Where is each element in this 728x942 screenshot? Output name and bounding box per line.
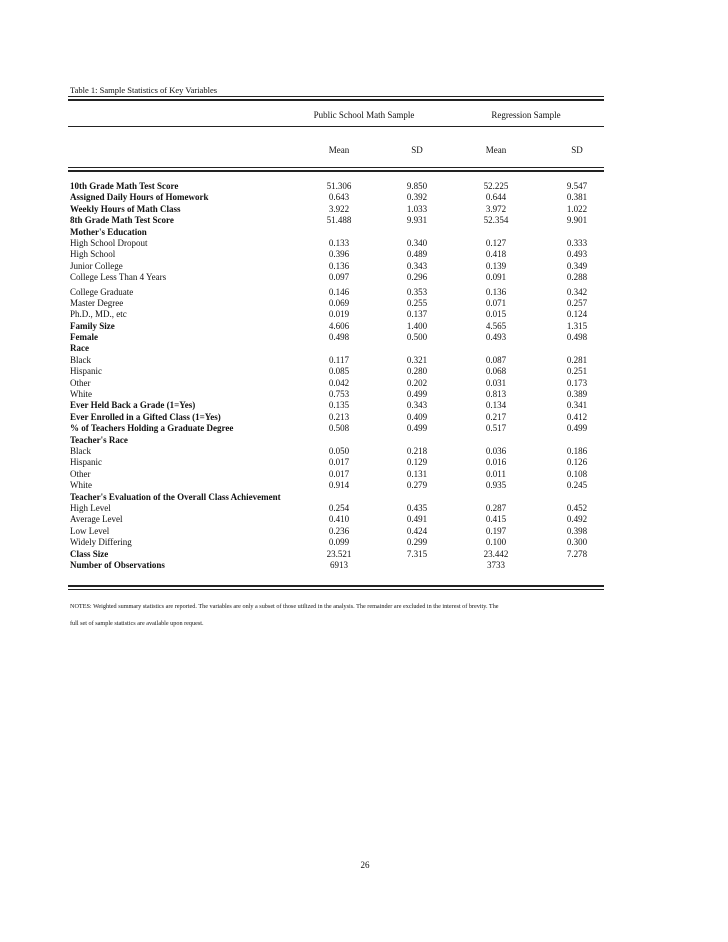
cell-sd-public: 0.435: [406, 502, 428, 513]
cell-mean-regression: 0.813: [485, 389, 507, 400]
cell-sd-regression: 0.498: [566, 332, 588, 343]
cell-sd-public: 0.321: [406, 354, 428, 365]
cell-mean-regression: 52.225: [483, 181, 509, 191]
table-row: [70, 480, 604, 491]
cell-sd-regression: 0.257: [566, 297, 588, 308]
row-label: Teacher's Race: [70, 434, 128, 445]
table-row: [70, 181, 604, 192]
cell-sd-public: 7.315: [406, 548, 428, 559]
cell-mean-regression: 0.071: [485, 297, 507, 308]
cell-mean-public: 0.643: [328, 192, 350, 203]
cell-mean-regression: 0.091: [485, 272, 507, 283]
row-label: Master Degree: [70, 297, 124, 308]
cell-mean-public: 0.097: [328, 272, 350, 283]
row-label: Low Level: [70, 525, 110, 536]
cell-sd-regression: 0.398: [566, 525, 588, 536]
cell-mean-regression: 0.139: [485, 260, 507, 271]
table-row: [70, 355, 604, 366]
cell-sd-public: 0.299: [406, 537, 428, 548]
cell-mean-regression: 0.287: [485, 502, 507, 513]
cell-sd-regression: 0.108: [566, 468, 588, 479]
table-notes: [70, 598, 610, 632]
row-label: High School: [70, 249, 116, 260]
table-row: [70, 272, 604, 283]
cell-sd-public: 0.343: [406, 260, 428, 271]
table-body: [70, 181, 604, 571]
cell-sd-public: 0.279: [406, 480, 428, 491]
cell-mean-public: 51.488: [326, 215, 352, 226]
table-row: [70, 366, 604, 377]
table-row: [70, 526, 604, 537]
cell-mean-regression: 0.016: [485, 457, 507, 468]
cell-mean-public: 0.099: [328, 537, 350, 548]
row-label: High School Dropout: [70, 237, 148, 248]
cell-mean-regression: 0.100: [485, 537, 507, 548]
cell-mean-public: 0.136: [328, 260, 350, 271]
row-label: College Less Than 4 Years: [70, 272, 167, 283]
cell-mean-public: 3.922: [328, 203, 350, 214]
cell-mean-public: 0.085: [328, 366, 350, 377]
cell-mean-regression: 0.015: [485, 309, 507, 320]
table-row: [70, 549, 604, 560]
group-header-public: Public School Math Sample: [313, 110, 415, 120]
table-row: [70, 423, 604, 434]
table-row: [70, 412, 604, 423]
cell-sd-regression: 0.288: [566, 272, 588, 283]
cell-mean-regression: 0.011: [486, 468, 506, 479]
table-row: [70, 215, 604, 226]
cell-mean-public: 0.017: [328, 468, 350, 479]
header-rule-thick: [68, 170, 604, 172]
cell-mean-public: 0.213: [328, 411, 350, 422]
cell-mean-public: 0.410: [328, 514, 350, 525]
cell-mean-public: 6913: [330, 559, 348, 570]
cell-sd-public: 0.353: [406, 286, 428, 297]
table-row: [70, 492, 604, 503]
cell-mean-regression: 0.197: [485, 525, 507, 536]
table-row: [70, 227, 604, 238]
cell-sd-regression: 1.315: [566, 320, 588, 331]
cell-sd-regression: 0.281: [566, 354, 588, 365]
cell-sd-public: 1.400: [406, 320, 428, 331]
cell-mean-public: 0.914: [328, 480, 350, 491]
cell-sd-regression: 0.499: [566, 423, 588, 434]
row-label: College Graduate: [70, 286, 134, 297]
cell-sd-regression: 1.022: [566, 203, 588, 214]
cell-mean-regression: 0.087: [485, 354, 507, 365]
bottom-rule: [68, 589, 604, 590]
cell-mean-regression: 0.418: [485, 249, 507, 260]
page-number: 26: [360, 860, 370, 870]
table-row: [70, 261, 604, 272]
cell-mean-public: 0.508: [328, 423, 350, 434]
cell-mean-regression: 0.415: [485, 514, 507, 525]
cell-sd-regression: 0.300: [566, 537, 588, 548]
cell-mean-regression: 0.136: [485, 286, 507, 297]
cell-sd-regression: 0.493: [566, 249, 588, 260]
table-row: [70, 560, 604, 571]
cell-mean-public: 0.117: [329, 354, 349, 365]
cell-mean-regression: 4.565: [485, 320, 507, 331]
cell-mean-public: 0.069: [328, 297, 350, 308]
cell-sd-regression: 0.341: [566, 400, 588, 411]
cell-mean-regression: 0.644: [485, 192, 507, 203]
cell-mean-public: 0.753: [328, 389, 350, 400]
row-label: Mother's Education: [70, 226, 147, 237]
top-rule: [68, 96, 604, 97]
row-label: Junior College: [70, 260, 123, 271]
cell-mean-regression: 0.127: [485, 237, 507, 248]
col-header-sd-public: SD: [411, 145, 423, 155]
cell-mean-regression: 3733: [487, 559, 505, 570]
cell-sd-regression: 0.342: [566, 286, 588, 297]
cell-sd-public: 0.499: [406, 423, 428, 434]
cell-sd-public: 0.202: [406, 377, 428, 388]
row-label: Female: [70, 332, 98, 343]
row-label: Average Level: [70, 514, 123, 525]
table-row: [70, 514, 604, 525]
cell-sd-regression: 0.126: [566, 457, 588, 468]
cell-mean-public: 0.042: [328, 377, 350, 388]
cell-mean-public: 0.050: [328, 445, 350, 456]
cell-sd-regression: 9.901: [566, 215, 588, 226]
cell-mean-public: 4.606: [328, 320, 350, 331]
cell-mean-public: 0.146: [328, 286, 350, 297]
cell-mean-public: 0.017: [328, 457, 350, 468]
table-row: [70, 343, 604, 354]
cell-mean-public: 0.133: [328, 237, 350, 248]
cell-mean-public: 51.306: [326, 181, 352, 191]
cell-sd-public: 0.131: [406, 468, 428, 479]
cell-sd-regression: 7.278: [566, 548, 588, 559]
table-row: [70, 298, 604, 309]
row-label: High Level: [70, 502, 111, 513]
cell-sd-public: 0.489: [406, 249, 428, 260]
cell-mean-regression: 0.493: [485, 332, 507, 343]
cell-sd-public: 0.491: [406, 514, 428, 525]
col-header-sd-regression: SD: [571, 145, 583, 155]
table-row: [70, 287, 604, 298]
cell-sd-public: 1.033: [406, 203, 428, 214]
row-label: Other: [70, 468, 91, 479]
cell-sd-public: 0.296: [406, 272, 428, 283]
cell-mean-regression: 0.935: [485, 480, 507, 491]
cell-sd-regression: 0.124: [566, 309, 588, 320]
cell-sd-public: 0.255: [406, 297, 428, 308]
cell-sd-public: 9.931: [406, 215, 428, 226]
row-label: Black: [70, 354, 91, 365]
table-row: [70, 400, 604, 411]
row-label: Black: [70, 445, 91, 456]
row-label: 10th Grade Math Test Score: [70, 181, 179, 191]
cell-sd-public: 0.129: [406, 457, 428, 468]
table-row: [70, 204, 604, 215]
cell-mean-regression: 0.517: [485, 423, 507, 434]
row-label: White: [70, 389, 92, 400]
bottom-rule-thick: [68, 585, 604, 587]
row-label: Ever Enrolled in a Gifted Class (1=Yes): [70, 411, 221, 422]
cell-sd-public: 0.280: [406, 366, 428, 377]
row-label: Hispanic: [70, 366, 102, 377]
table-row: [70, 435, 604, 446]
row-label: % of Teachers Holding a Graduate Degree: [70, 423, 234, 434]
table-caption: Table 1: Sample Statistics of Key Variables: [70, 85, 218, 95]
cell-sd-regression: 0.381: [566, 192, 588, 203]
cell-sd-public: 9.850: [406, 181, 428, 191]
table-row: [70, 457, 604, 468]
cell-mean-regression: 0.068: [485, 366, 507, 377]
group-header-rule: [68, 126, 604, 127]
cell-sd-regression: 0.349: [566, 260, 588, 271]
cell-sd-regression: 0.452: [566, 502, 588, 513]
top-rule-thick: [68, 99, 604, 101]
cell-sd-regression: 0.333: [566, 237, 588, 248]
table-row: [70, 389, 604, 400]
cell-mean-regression: 52.354: [483, 215, 509, 226]
cell-sd-regression: 9.547: [566, 181, 588, 191]
row-label: Weekly Hours of Math Class: [70, 203, 181, 214]
cell-mean-regression: 23.442: [483, 548, 509, 559]
table-row: [70, 446, 604, 457]
cell-sd-public: 0.137: [406, 309, 428, 320]
cell-sd-regression: 0.412: [566, 411, 588, 422]
cell-sd-public: 0.500: [406, 332, 428, 343]
cell-mean-public: 0.019: [328, 309, 350, 320]
table-row: [70, 537, 604, 548]
cell-sd-public: 0.499: [406, 389, 428, 400]
table-row: [70, 503, 604, 514]
cell-sd-regression: 0.245: [566, 480, 588, 491]
cell-mean-public: 0.396: [328, 249, 350, 260]
row-label: Other: [70, 377, 91, 388]
cell-sd-public: 0.340: [406, 237, 428, 248]
row-label: Assigned Daily Hours of Homework: [70, 192, 209, 203]
table-row: [70, 249, 604, 260]
table-row: [70, 321, 604, 332]
row-label: Ph.D., MD., etc: [70, 309, 127, 320]
table-row: [70, 192, 604, 203]
row-label: Teacher's Evaluation of the Overall Class Achievement: [70, 491, 281, 502]
cell-mean-public: 0.254: [328, 502, 350, 513]
cell-sd-public: 0.343: [406, 400, 428, 411]
cell-mean-public: 0.236: [328, 525, 350, 536]
cell-mean-public: 0.498: [328, 332, 350, 343]
cell-sd-public: 0.424: [406, 525, 428, 536]
cell-sd-regression: 0.389: [566, 389, 588, 400]
cell-mean-regression: 0.031: [485, 377, 507, 388]
cell-mean-regression: 3.972: [485, 203, 507, 214]
cell-mean-regression: 0.217: [485, 411, 507, 422]
cell-sd-public: 0.409: [406, 411, 428, 422]
table-row: [70, 378, 604, 389]
cell-sd-regression: 0.186: [566, 445, 588, 456]
col-header-mean-public: Mean: [328, 145, 350, 155]
row-label: Number of Observations: [70, 559, 165, 570]
cell-sd-public: 0.392: [406, 192, 428, 203]
row-label: Hispanic: [70, 457, 102, 468]
row-label: 8th Grade Math Test Score: [70, 215, 174, 226]
table-row: [70, 309, 604, 320]
col-header-mean-regression: Mean: [485, 145, 507, 155]
row-label: Race: [70, 343, 89, 354]
cell-sd-regression: 0.173: [566, 377, 588, 388]
row-label: Ever Held Back a Grade (1=Yes): [70, 400, 196, 411]
cell-sd-regression: 0.492: [566, 514, 588, 525]
row-label: White: [70, 480, 92, 491]
table-row: [70, 238, 604, 249]
cell-mean-public: 23.521: [326, 548, 352, 559]
row-label: Family Size: [70, 320, 115, 331]
cell-mean-regression: 0.036: [485, 445, 507, 456]
cell-sd-regression: 0.251: [566, 366, 588, 377]
notes-line-2: full set of sample statistics are available upon request.: [70, 620, 204, 627]
cell-mean-public: 0.135: [328, 400, 350, 411]
table-row: [70, 469, 604, 480]
row-label: Class Size: [70, 548, 109, 559]
cell-mean-regression: 0.134: [485, 400, 507, 411]
notes-line-1: NOTES: Weighted summary statistics are reported. The variables are only a subset of those utilized in the analysis. The remainder are excluded in the interest of brevity. The: [70, 603, 499, 610]
table-row: [70, 332, 604, 343]
row-label: Widely Differing: [70, 537, 132, 548]
group-header-regression: Regression Sample: [491, 110, 561, 120]
cell-sd-public: 0.218: [406, 445, 428, 456]
header-rule: [68, 167, 604, 168]
